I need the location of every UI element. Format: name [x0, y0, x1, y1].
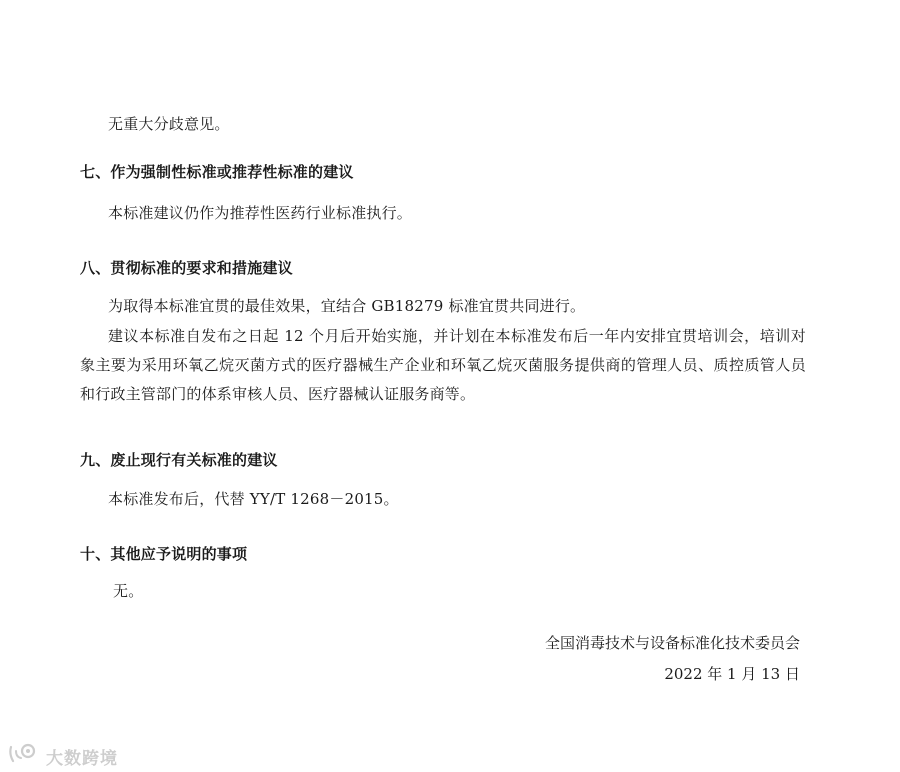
section8-para2: 建议本标准自发布之日起 12 个月后开始实施，并计划在本标准发布后一年内安排宜贯培训会，培训对象主要为采用环氧乙烷灭菌方式的医疗器械生产企业和环氧乙烷灭菌服务提供商的管理人员、质控质管人员和行政主管部门的体系审核人员、医疗器械认证服务商等。	[80, 327, 806, 403]
watermark-mark-icon	[8, 743, 40, 765]
section10-heading: 十、其他应予说明的事项	[80, 545, 248, 563]
watermark-logo	[8, 739, 138, 769]
section9-body: 本标准发布后，代替 YY/T 1268－2015。	[108, 490, 399, 508]
signature-date: 2022 年 1 月 13 日	[664, 665, 800, 683]
signature-organization: 全国消毒技术与设备标准化技术委员会	[544, 634, 800, 652]
section8-para1: 为取得本标准宜贯的最佳效果，宜结合 GB18279 标准宜贯共同进行。	[108, 297, 586, 315]
section7-body: 本标准建议仍作为推荐性医药行业标准执行。	[108, 204, 413, 222]
section9-heading: 九、废止现行有关标准的建议	[80, 451, 278, 469]
section6-tail-text: 无重大分歧意见。	[108, 115, 230, 133]
section7-heading: 七、作为强制性标准或推荐性标准的建议	[80, 163, 354, 181]
section8-heading: 八、贯彻标准的要求和措施建议	[80, 259, 293, 277]
section10-body: 无。	[113, 582, 144, 600]
watermark-text: 大数跨境	[46, 749, 118, 769]
